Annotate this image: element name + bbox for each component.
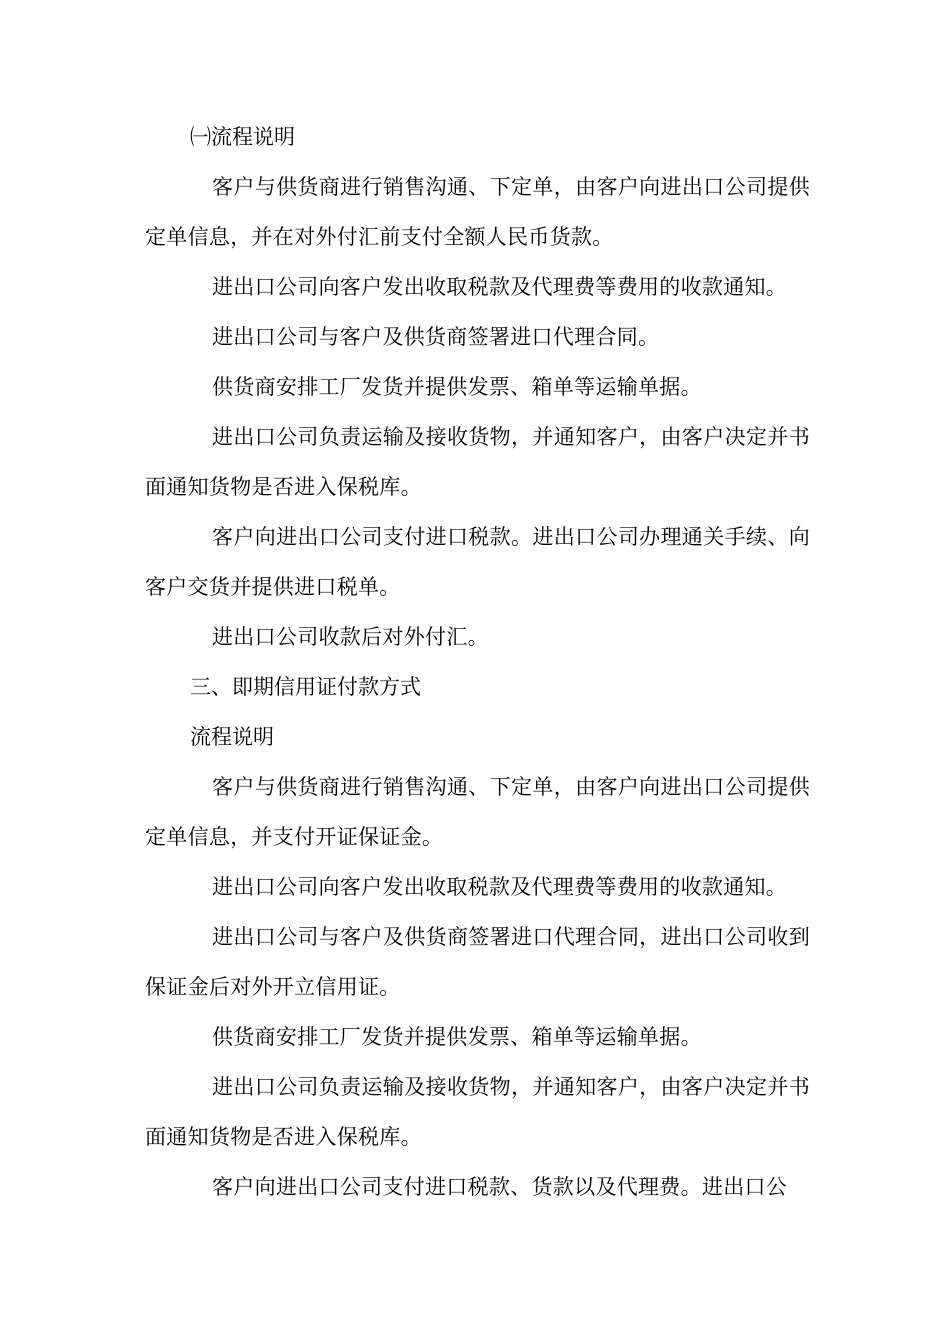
paragraph: 进出口公司向客户发出收取税款及代理费等费用的收款通知。: [212, 875, 788, 899]
paragraph: 进出口公司负责运输及接收货物，并通知客户，由客户决定并书面通知货物是否进入保税库。: [145, 425, 810, 499]
paragraph: 进出口公司与客户及供货商签署进口代理合同。: [212, 325, 660, 349]
document-body: [145, 112, 810, 1212]
paragraph: 进出口公司负责运输及接收货物，并通知客户，由客户决定并书面通知货物是否进入保税库。: [145, 1075, 810, 1149]
paragraph: 进出口公司向客户发出收取税款及代理费等费用的收款通知。: [212, 275, 788, 299]
paragraph: 供货商安排工厂发货并提供发票、箱单等运输单据。: [212, 1025, 702, 1049]
section-heading: ㈠流程说明: [190, 125, 295, 149]
section-heading: 三、即期信用证付款方式: [190, 675, 421, 699]
paragraph: 客户与供货商进行销售沟通、下定单，由客户向进出口公司提供定单信息，并在对外付汇前支付全额人民币货款。: [145, 175, 810, 249]
paragraph: 进出口公司与客户及供货商签署进口代理合同，进出口公司收到保证金后对外开立信用证。: [145, 925, 810, 999]
paragraph: 客户向进出口公司支付进口税款、货款以及代理费。进出口公: [212, 1175, 788, 1199]
paragraph: 客户向进出口公司支付进口税款。进出口公司办理通关手续、向客户交货并提供进口税单。: [145, 525, 810, 599]
paragraph: 进出口公司收款后对外付汇。: [212, 625, 489, 649]
paragraph: 供货商安排工厂发货并提供发票、箱单等运输单据。: [212, 375, 702, 399]
section-heading: 流程说明: [190, 725, 274, 749]
paragraph: 客户与供货商进行销售沟通、下定单，由客户向进出口公司提供定单信息，并支付开证保证金。: [145, 775, 810, 849]
